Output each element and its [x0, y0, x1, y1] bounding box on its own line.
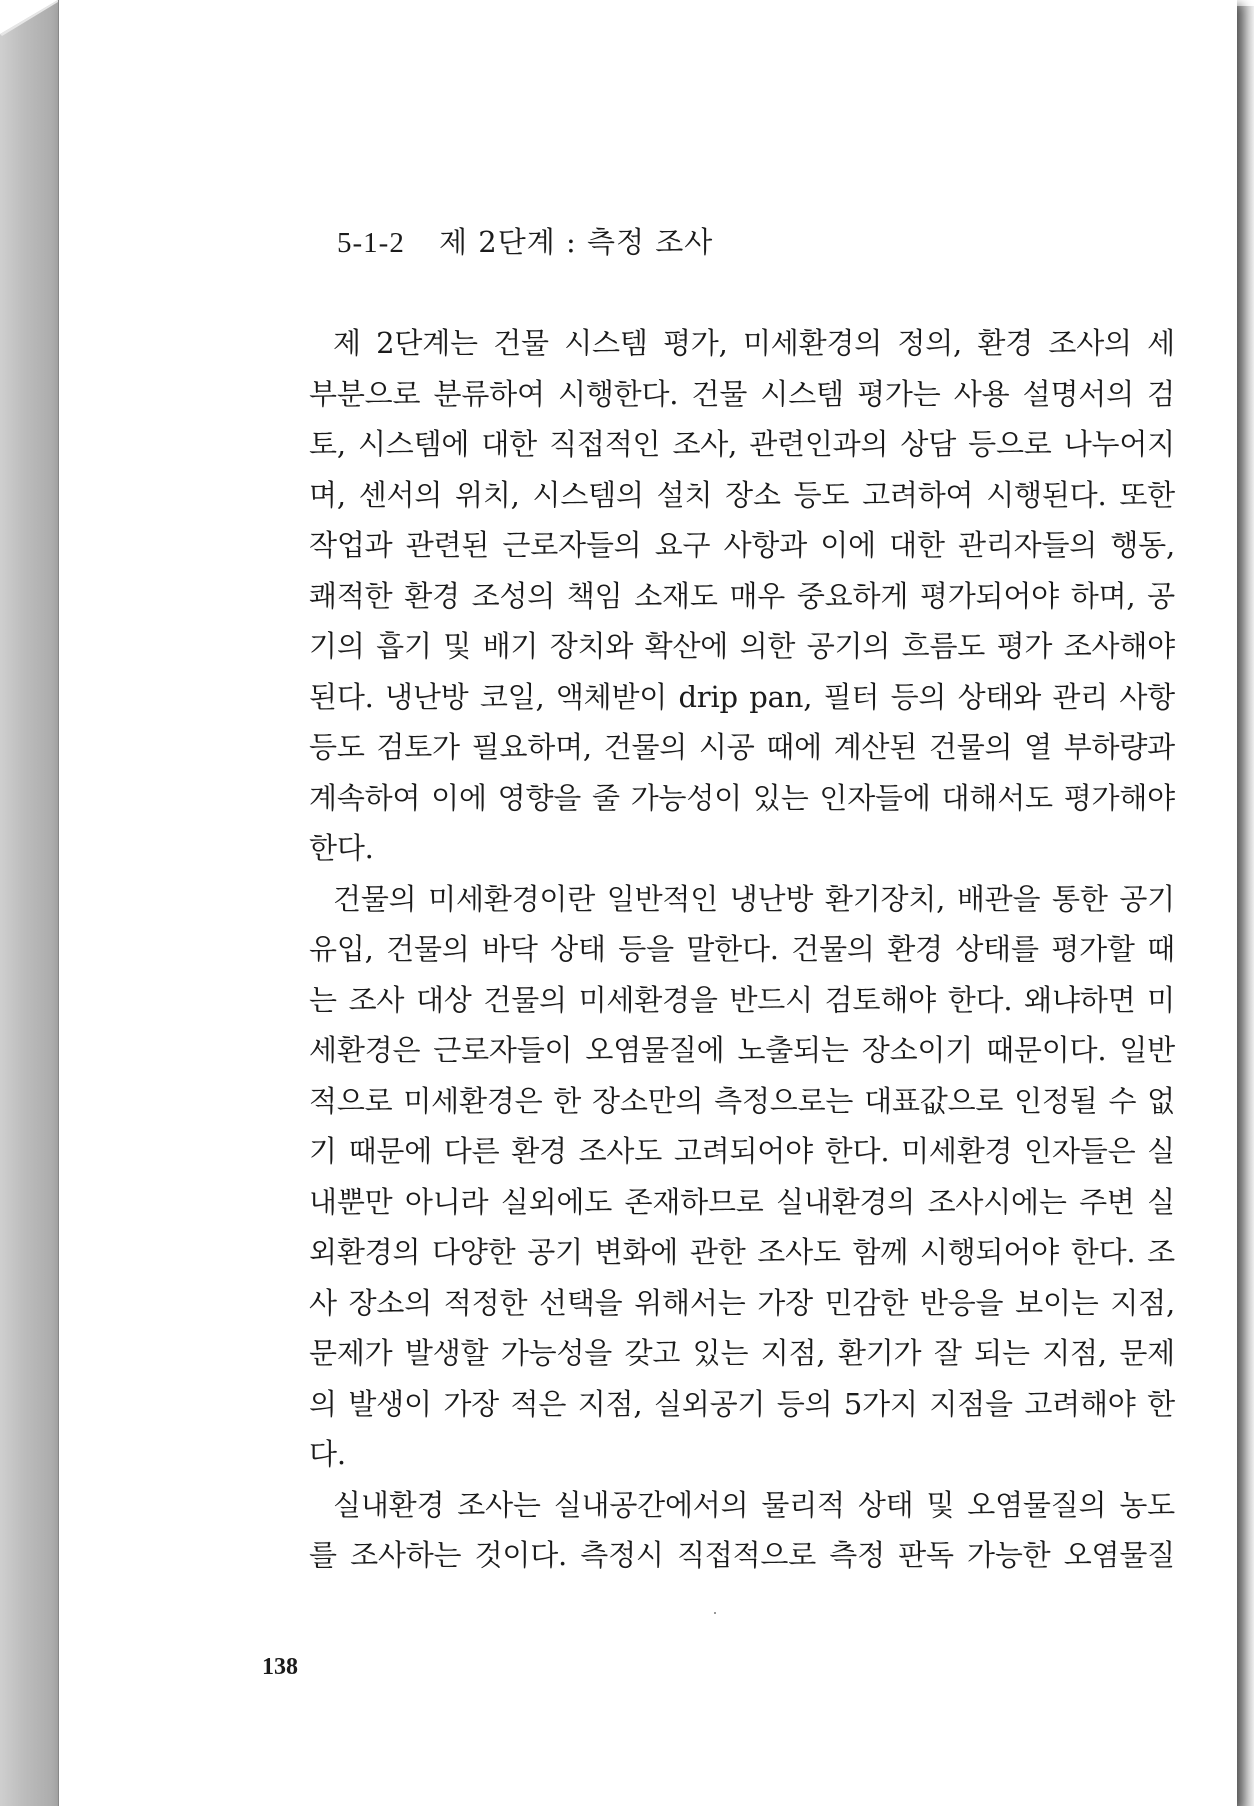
text-line: 등도 검토가 필요하며, 건물의 시공 때에 계산된 건물의 열 부하량과 [309, 730, 1175, 764]
section-number: 5-1-2 [337, 227, 405, 259]
text-line: 의 발생이 가장 적은 지점, 실외공기 등의 5가지 지점을 고려해야 한 [309, 1386, 1175, 1421]
body-text [309, 318, 1175, 1581]
page-number: 138 [262, 1654, 298, 1680]
text-line: 쾌적한 환경 조성의 책임 소재도 매우 중요하게 평가되어야 하며, 공 [309, 578, 1175, 613]
page [58, 0, 1237, 1806]
text-line: 기의 흡기 및 배기 장치와 확산에 의한 공기의 흐름도 평가 조사해야 [309, 629, 1175, 663]
section-title: 제 2단계 : 측정 조사 [439, 225, 714, 259]
text-line: 적으로 미세환경은 한 장소만의 측정으로는 대표값으로 인정될 수 없 [309, 1083, 1175, 1118]
text-line: 내뿐만 아니라 실외에도 존재하므로 실내환경의 조사시에는 주변 실 [309, 1184, 1175, 1219]
text-line: 계속하여 이에 영향을 줄 가능성이 있는 인자들에 대해서도 평가해야 [309, 780, 1175, 815]
text-line: 세환경은 근로자들이 오염물질에 노출되는 장소이기 때문이다. 일반 [309, 1033, 1175, 1067]
section-heading [337, 220, 713, 261]
text-line: 된다. 냉난방 코일, 액체받이 drip pan, 필터 등의 상태와 관리 사항 [309, 679, 1175, 714]
paragraph [309, 318, 1175, 874]
text-line: 한다. [309, 831, 374, 865]
text-line: 부분으로 분류하여 시행한다. 건물 시스템 평가는 사용 설명서의 검 [309, 376, 1175, 411]
text-line: 며, 센서의 위치, 시스템의 설치 장소 등도 고려하여 시행된다. 또한 [309, 477, 1175, 512]
text-line: 다. [309, 1437, 346, 1471]
text-line: 는 조사 대상 건물의 미세환경을 반드시 검토해야 한다. 왜냐하면 미 [309, 982, 1175, 1017]
book-edge [0, 0, 58, 1806]
text-line: 를 조사하는 것이다. 측정시 직접적으로 측정 판독 가능한 오염물질 [309, 1538, 1175, 1572]
text-line: 기 때문에 다른 환경 조사도 고려되어야 한다. 미세환경 인자들은 실 [309, 1134, 1175, 1168]
text-line: 실내환경 조사는 실내공간에서의 물리적 상태 및 오염물질의 농도 [333, 1487, 1175, 1522]
text-line: 유입, 건물의 바닥 상태 등을 말한다. 건물의 환경 상태를 평가할 때 [309, 932, 1175, 966]
page-shadow [1236, 6, 1254, 1806]
text-line: 건물의 미세환경이란 일반적인 냉난방 환기장치, 배관을 통한 공기 [333, 881, 1175, 916]
text-line: 제 2단계는 건물 시스템 평가, 미세환경의 정의, 환경 조사의 세 [333, 326, 1175, 360]
paragraph [309, 874, 1175, 1480]
text-line: 작업과 관련된 근로자들의 요구 사항과 이에 대한 관리자들의 행동, [309, 528, 1175, 562]
text-line: 외환경의 다양한 공기 변화에 관한 조사도 함께 시행되어야 한다. 조 [309, 1235, 1175, 1269]
text-line: 사 장소의 적정한 선택을 위해서는 가장 민감한 반응을 보이는 지점, [309, 1285, 1175, 1320]
scan-speck [714, 1612, 716, 1614]
paragraph [309, 1480, 1175, 1581]
text-line: 토, 시스템에 대한 직접적인 조사, 관련인과의 상담 등으로 나누어지 [309, 427, 1175, 461]
text-line: 문제가 발생할 가능성을 갖고 있는 지점, 환기가 잘 되는 지점, 문제 [309, 1336, 1175, 1370]
